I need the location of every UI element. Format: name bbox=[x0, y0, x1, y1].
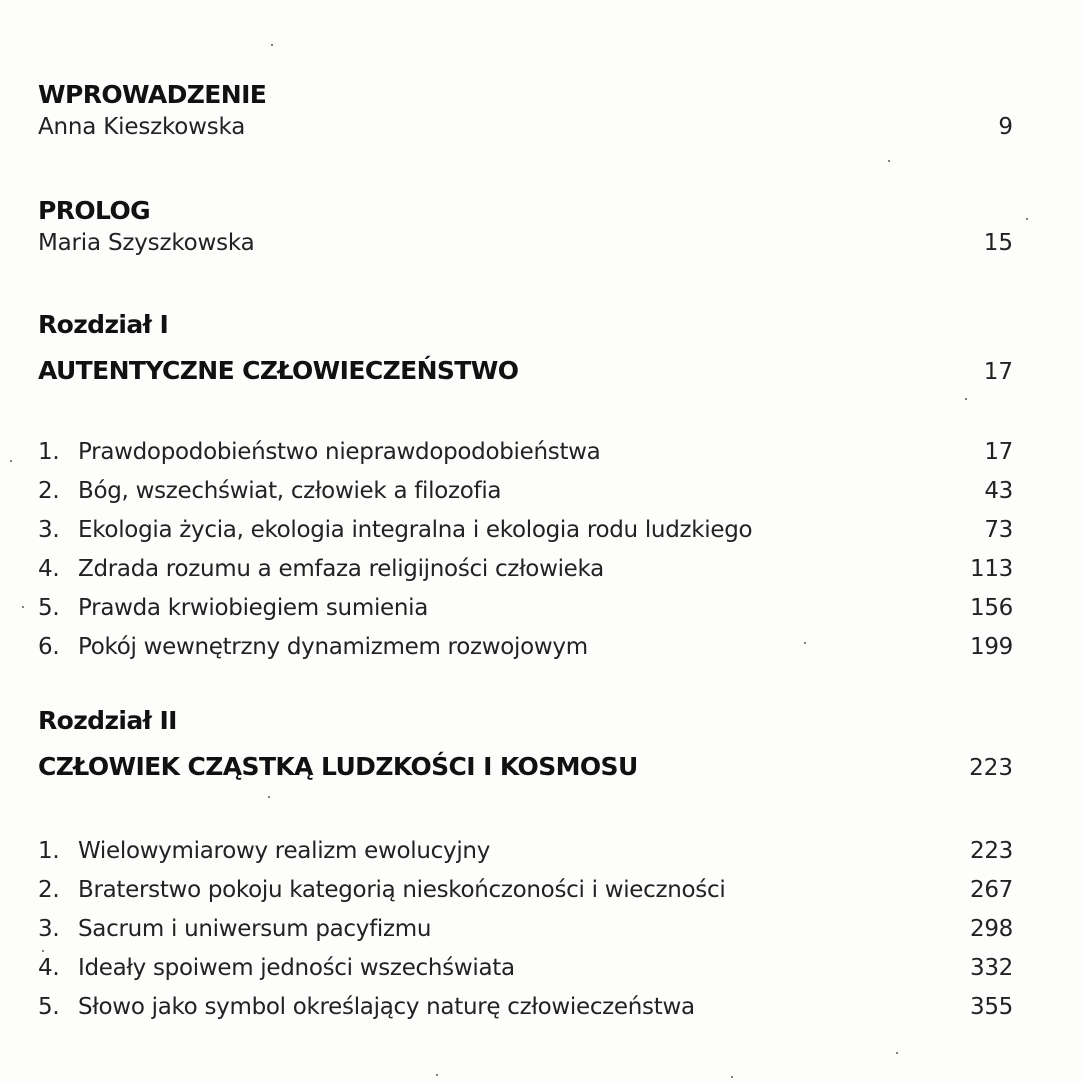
scan-speck bbox=[896, 1052, 898, 1054]
chapter-2-title: CZŁOWIEK CZĄSTKĄ LUDZKOŚCI I KOSMOSU bbox=[38, 752, 638, 781]
prologue-title: PROLOG bbox=[38, 196, 151, 225]
list-item bbox=[38, 949, 1013, 988]
item-title: Słowo jako symbol określający naturę człowieczeństwa bbox=[78, 994, 695, 1020]
item-title: Wielowymiarowy realizm ewolucyjny bbox=[78, 838, 491, 864]
scan-speck bbox=[10, 460, 12, 462]
list-item bbox=[38, 910, 1013, 949]
item-page: 267 bbox=[970, 877, 1013, 903]
item-page: 43 bbox=[984, 478, 1013, 504]
intro-title: WPROWADZENIE bbox=[38, 80, 267, 109]
list-item bbox=[38, 433, 1013, 472]
scan-speck bbox=[888, 160, 890, 162]
item-title: Pokój wewnętrzny dynamizmem rozwojowym bbox=[78, 634, 588, 660]
item-page: 199 bbox=[970, 634, 1013, 660]
scan-speck bbox=[1026, 218, 1028, 220]
item-title: Bóg, wszechświat, człowiek a filozofia bbox=[78, 478, 502, 504]
item-page: 223 bbox=[970, 838, 1013, 864]
chapter-1-label: Rozdział I bbox=[38, 310, 169, 339]
item-number: 6. bbox=[38, 634, 60, 660]
item-title: Ideały spoiwem jedności wszechświata bbox=[78, 955, 515, 981]
scan-speck bbox=[22, 606, 24, 608]
intro-author: Anna Kieszkowska bbox=[38, 114, 246, 140]
item-page: 17 bbox=[984, 439, 1013, 465]
item-title: Zdrada rozumu a emfaza religijności człowieka bbox=[78, 556, 604, 582]
item-page: 332 bbox=[970, 955, 1013, 981]
item-page: 73 bbox=[984, 517, 1013, 543]
chapter-1-page: 17 bbox=[983, 359, 1013, 385]
toc-entry-prologue bbox=[38, 196, 1013, 266]
item-title: Sacrum i uniwersum pacyfizmu bbox=[78, 916, 432, 942]
chapter-2-page: 223 bbox=[969, 755, 1013, 781]
list-item bbox=[38, 472, 1013, 511]
item-number: 4. bbox=[38, 556, 60, 582]
scan-speck bbox=[731, 1076, 733, 1078]
toc-entry-intro bbox=[38, 80, 1013, 150]
item-number: 1. bbox=[38, 838, 60, 864]
list-item bbox=[38, 832, 1013, 871]
item-number: 5. bbox=[38, 994, 60, 1020]
scan-speck bbox=[804, 642, 806, 644]
list-item bbox=[38, 628, 1013, 667]
item-title: Braterstwo pokoju kategorią nieskończoności i wieczności bbox=[78, 877, 726, 903]
chapter-1-title: AUTENTYCZNE CZŁOWIECZEŃSTWO bbox=[38, 356, 519, 385]
item-number: 1. bbox=[38, 439, 60, 465]
item-title: Prawda krwiobiegiem sumienia bbox=[78, 595, 429, 621]
item-number: 3. bbox=[38, 916, 60, 942]
scan-speck bbox=[271, 44, 273, 46]
list-item bbox=[38, 589, 1013, 628]
chapter-1-header bbox=[38, 310, 1013, 396]
chapter-2-list bbox=[38, 832, 1013, 1027]
intro-page: 9 bbox=[998, 114, 1013, 140]
item-page: 113 bbox=[970, 556, 1013, 582]
item-page: 298 bbox=[970, 916, 1013, 942]
item-page: 355 bbox=[970, 994, 1013, 1020]
item-number: 4. bbox=[38, 955, 60, 981]
item-number: 3. bbox=[38, 517, 60, 543]
item-number: 5. bbox=[38, 595, 60, 621]
list-item bbox=[38, 511, 1013, 550]
scan-speck bbox=[965, 398, 967, 400]
chapter-2-header bbox=[38, 706, 1013, 792]
chapter-1-list bbox=[38, 433, 1013, 667]
item-title: Prawdopodobieństwo nieprawdopodobieństwa bbox=[78, 439, 601, 465]
scan-speck bbox=[268, 796, 270, 798]
list-item bbox=[38, 871, 1013, 910]
item-page: 156 bbox=[970, 595, 1013, 621]
list-item bbox=[38, 550, 1013, 589]
item-number: 2. bbox=[38, 478, 60, 504]
scan-speck bbox=[42, 950, 44, 952]
scan-speck bbox=[436, 1074, 438, 1076]
prologue-page: 15 bbox=[983, 230, 1013, 256]
prologue-author: Maria Szyszkowska bbox=[38, 230, 255, 256]
chapter-2-label: Rozdział II bbox=[38, 706, 177, 735]
item-number: 2. bbox=[38, 877, 60, 903]
item-title: Ekologia życia, ekologia integralna i ekologia rodu ludzkiego bbox=[78, 517, 753, 543]
list-item bbox=[38, 988, 1013, 1027]
